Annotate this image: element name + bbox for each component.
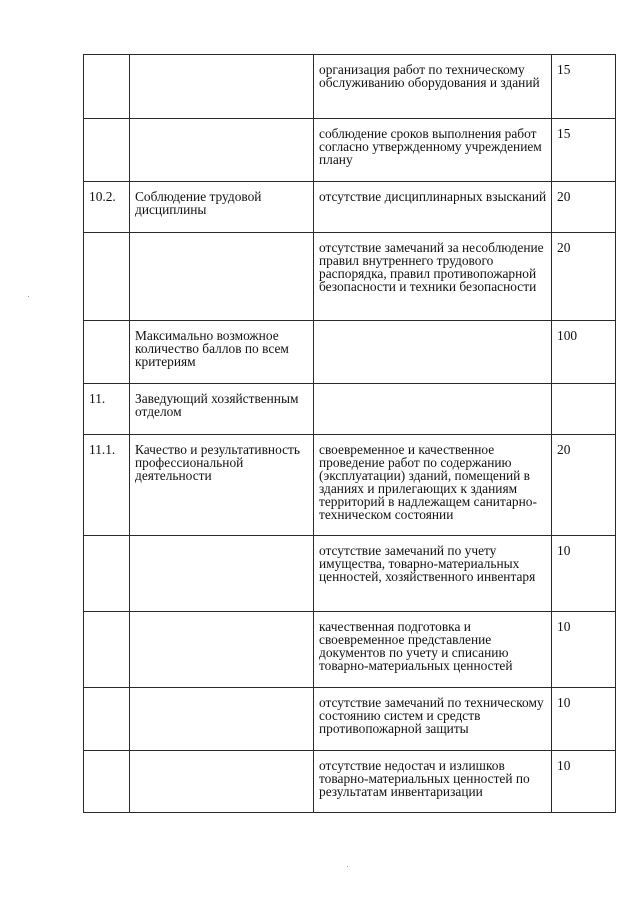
table-row [84, 612, 616, 688]
table-row [84, 321, 616, 384]
points-cell: 15 [552, 55, 616, 119]
table-row [84, 384, 616, 435]
table-row [84, 435, 616, 536]
indicator-cell [314, 321, 552, 384]
criterion-cell: Максимально возможное количество баллов по всем критериям [130, 321, 314, 384]
row-number [84, 612, 130, 688]
scan-speck [347, 866, 348, 867]
row-number: 10.2. [84, 182, 130, 233]
criterion-cell [130, 55, 314, 119]
table-row [84, 688, 616, 751]
indicator-cell: отсутствие замечаний за несоблюдение правил внутреннего трудового распорядка, правил противопожарной безопасности и техники безопасности [314, 233, 552, 321]
criteria-table [83, 54, 616, 813]
points-cell: 10 [552, 751, 616, 813]
points-cell: 10 [552, 612, 616, 688]
criterion-cell [130, 751, 314, 813]
row-number [84, 321, 130, 384]
indicator-cell: отсутствие замечаний по учету имущества, товарно-материальных ценностей, хозяйственного инвентаря [314, 536, 552, 612]
criterion-cell [130, 688, 314, 751]
table-row [84, 751, 616, 813]
indicator-cell: отсутствие недостач и излишков товарно-материальных ценностей по результатам инвентаризации [314, 751, 552, 813]
criterion-cell [130, 612, 314, 688]
criterion-cell: Заведующий хозяйственным отделом [130, 384, 314, 435]
points-cell: 20 [552, 182, 616, 233]
criterion-cell [130, 119, 314, 182]
table-row [84, 536, 616, 612]
points-cell: 10 [552, 688, 616, 751]
row-number [84, 751, 130, 813]
table-row [84, 182, 616, 233]
row-number [84, 536, 130, 612]
indicator-cell: соблюдение сроков выполнения работ согласно утвержденному учреждением плану [314, 119, 552, 182]
row-number [84, 119, 130, 182]
table-row [84, 55, 616, 119]
criterion-cell [130, 233, 314, 321]
points-cell: 100 [552, 321, 616, 384]
row-number [84, 55, 130, 119]
points-cell: 10 [552, 536, 616, 612]
criterion-cell: Соблюдение трудовой дисциплины [130, 182, 314, 233]
row-number: 11. [84, 384, 130, 435]
table-row [84, 119, 616, 182]
indicator-cell: своевременное и качественное проведение работ по содержанию (эксплуатации) зданий, помещений в зданиях и прилегающих к зданиям территорий в надлежащем санитарно-техническом состоянии [314, 435, 552, 536]
criterion-cell: Качество и результативность профессиональной деятельности [130, 435, 314, 536]
indicator-cell: качественная подготовка и своевременное представление документов по учету и списанию товарно-материальных ценностей [314, 612, 552, 688]
criterion-cell [130, 536, 314, 612]
scan-speck [28, 296, 29, 297]
indicator-cell [314, 384, 552, 435]
indicator-cell: отсутствие замечаний по техническому состоянию систем и средств противопожарной защиты [314, 688, 552, 751]
indicator-cell: отсутствие дисциплинарных взысканий [314, 182, 552, 233]
points-cell [552, 384, 616, 435]
points-cell: 15 [552, 119, 616, 182]
points-cell: 20 [552, 233, 616, 321]
table-row [84, 233, 616, 321]
indicator-cell: организация работ по техническому обслуживанию оборудования и зданий [314, 55, 552, 119]
row-number [84, 688, 130, 751]
points-cell: 20 [552, 435, 616, 536]
row-number: 11.1. [84, 435, 130, 536]
row-number [84, 233, 130, 321]
